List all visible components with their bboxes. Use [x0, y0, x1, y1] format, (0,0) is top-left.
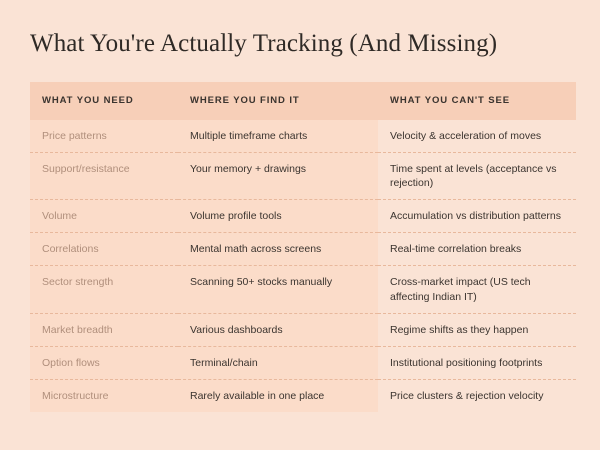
table-header: [30, 82, 576, 120]
cell-need: Option flows: [30, 346, 178, 379]
cell-cant: Time spent at levels (acceptance vs rejection): [378, 152, 576, 199]
table-row: [30, 200, 576, 233]
cell-need: Microstructure: [30, 380, 178, 413]
table-row: [30, 152, 576, 199]
cell-need: Support/resistance: [30, 152, 178, 199]
table-row: [30, 120, 576, 153]
cell-find: Terminal/chain: [178, 346, 378, 379]
cell-cant: Cross-market impact (US tech affecting Indian IT): [378, 266, 576, 313]
cell-find: Volume profile tools: [178, 200, 378, 233]
table-row: [30, 346, 576, 379]
table-header-row: [30, 82, 576, 120]
cell-need: Sector strength: [30, 266, 178, 313]
table-row: [30, 313, 576, 346]
page-title: What You're Actually Tracking (And Missing): [30, 30, 498, 57]
table-row: [30, 266, 576, 313]
cell-need: Correlations: [30, 233, 178, 266]
cell-cant: Price clusters & rejection velocity: [390, 390, 544, 403]
column-header-what-you-need: WHAT YOU NEED: [30, 82, 178, 120]
cell-cant: Velocity & acceleration of moves: [378, 120, 576, 153]
table-body: [30, 120, 576, 413]
cell-cant: Real-time correlation breaks: [378, 233, 576, 266]
table-row: [30, 380, 576, 413]
cell-find: Multiple timeframe charts: [178, 120, 378, 153]
cell-need: Market breadth: [30, 313, 178, 346]
cell-need: Price patterns: [30, 120, 178, 153]
cell-find: Scanning 50+ stocks manually: [178, 266, 378, 313]
cell-cant: Institutional positioning footprints: [378, 346, 576, 379]
cell-find: Rarely available in one place: [178, 380, 378, 413]
cell-find: Mental math across screens: [178, 233, 378, 266]
table-row: [30, 233, 576, 266]
column-header-what-you-cant-see: WHAT YOU CAN'T SEE: [378, 82, 576, 120]
cell-find: Your memory + drawings: [178, 152, 378, 199]
cell-cant: Accumulation vs distribution patterns: [378, 200, 576, 233]
cell-find: Various dashboards: [178, 313, 378, 346]
cell-cant: Regime shifts as they happen: [378, 313, 576, 346]
cell-need: Volume: [30, 200, 178, 233]
tracking-matrix-table: [30, 82, 576, 413]
column-header-where-you-find-it: WHERE YOU FIND IT: [178, 82, 378, 120]
